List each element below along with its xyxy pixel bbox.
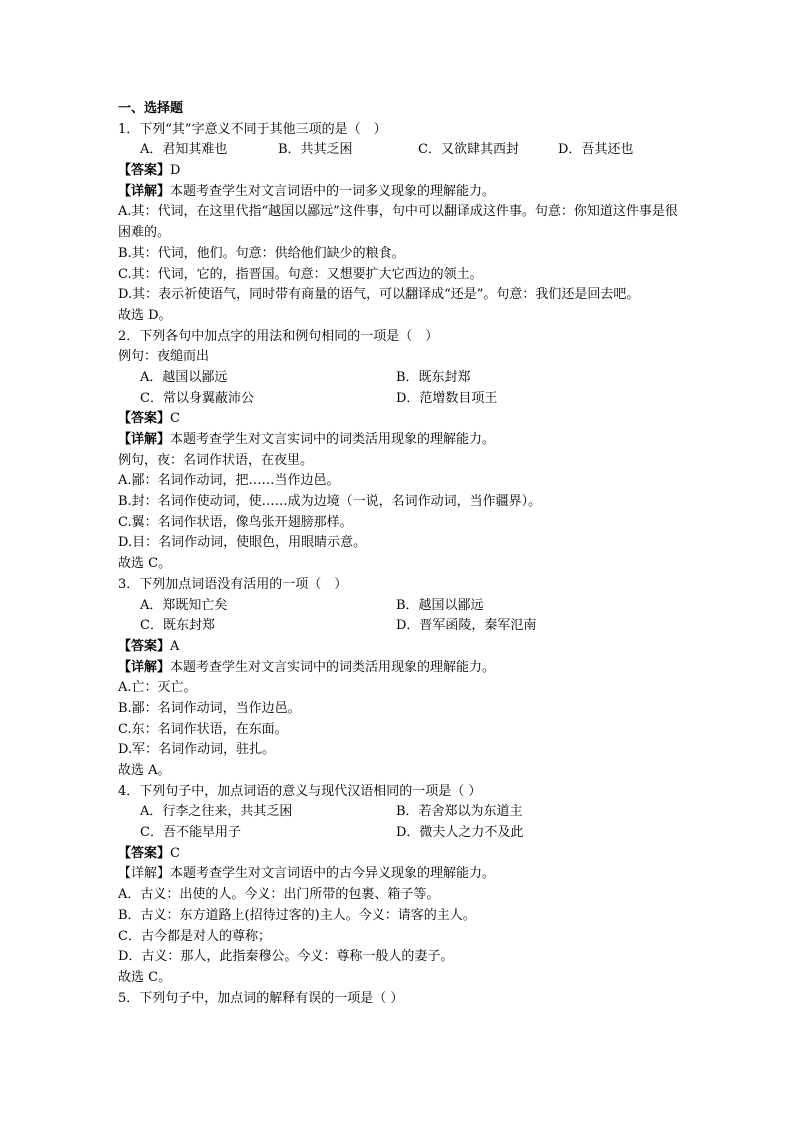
q2-options-row2 — [118, 389, 688, 410]
q3-explain-d: D.军：名词作动词，驻扎。 — [118, 742, 276, 758]
q1-answer-label: 【答案】 — [118, 163, 171, 179]
q2-detail-label: 【详解】 — [118, 432, 171, 448]
q4-detail-text: 本题考查学生对文言词语中的古今异义现象的理解能力。 — [170, 866, 496, 882]
q4-explain-d: D．古义：那人，此指秦穆公。今义：尊称一般人的妻子。 — [118, 949, 454, 965]
q1-option-d: D．吾其还也 — [558, 142, 634, 158]
q1-option-c: C．又欲肆其西封 — [418, 142, 519, 158]
q2-explain-example: 例句，夜：名词作状语，在夜里。 — [118, 452, 314, 468]
q4-explain-a: A．古义：出使的人。今义：出门所带的包裹、箱子等。 — [118, 887, 440, 903]
q1-option-b: B．共其乏困 — [278, 142, 353, 158]
q2-detail — [118, 430, 688, 451]
q1-answer-value: D — [170, 163, 181, 179]
q4-option-d: D．微夫人之力不及此 — [396, 825, 524, 841]
q3-conclusion: 故选 A。 — [118, 763, 171, 779]
q1-explain-c: C.其：代词，它的，指晋国。句意：又想要扩大它西边的领土。 — [118, 266, 483, 282]
q3-answer-label: 【答案】 — [118, 638, 171, 654]
q3-option-a: A．郑既知亡矣 — [140, 597, 228, 613]
q1-detail — [118, 182, 688, 203]
q2-conclusion: 故选 C。 — [118, 556, 172, 572]
q3-option-d: D．晋军函陵，秦军氾南 — [396, 618, 537, 634]
q3-detail-text: 本题考查学生对文言实词中的词类活用现象的理解能力。 — [170, 659, 496, 675]
q4-options-row1 — [118, 802, 688, 823]
q2-option-b: B．既东封郑 — [396, 369, 471, 385]
section-title: 一、选择题 — [118, 101, 184, 116]
q2-option-c: C．常以身翼蔽沛公 — [140, 390, 254, 406]
q1-option-a: A．君知其难也 — [140, 142, 228, 158]
q2-stem: 2．下列各句中加点字的用法和例句相同的一项是（ ） — [118, 328, 439, 344]
q2-options-row1 — [118, 368, 688, 389]
q4-option-a: A．行李之往来，共其乏困 — [140, 804, 293, 820]
q4-answer-value: C — [170, 845, 180, 861]
q4-answer-label: 【答案】 — [118, 845, 171, 861]
q3-detail-label: 【详解】 — [118, 659, 171, 675]
q3-options-row1 — [118, 596, 688, 617]
q4-explain-c: C．古今都是对人的尊称； — [118, 928, 271, 944]
q3-explain-a: A.亡：灭亡。 — [118, 680, 197, 696]
q4-options-row2 — [118, 823, 688, 844]
q3-option-c: C．既东封郑 — [140, 618, 215, 634]
q2-option-a: A．越国以鄙远 — [140, 369, 228, 385]
q4-option-b: B．若舍郑以为东道主 — [396, 804, 523, 820]
q2-answer — [118, 409, 688, 430]
q2-example: 例句：夜缒而出 — [118, 349, 210, 365]
q1-answer — [118, 161, 688, 182]
q3-answer-value: A — [170, 638, 180, 654]
q2-option-d: D．范增数目项王 — [396, 390, 498, 406]
document-content — [118, 99, 688, 1009]
q1-detail-label: 【详解】 — [118, 183, 171, 199]
q4-explain-b: B．古义：东方道路上(招待过客的)主人。今义：请客的主人。 — [118, 907, 476, 923]
q2-explain-c: C.翼：名词作状语，像鸟张开翅膀那样。 — [118, 514, 353, 530]
q1-stem: 1．下列“其”字意义不同于其他三项的是（ ） — [118, 121, 387, 137]
q3-answer — [118, 637, 688, 658]
q1-detail-text: 本题考查学生对文言词语中的一词多义现象的理解能力。 — [170, 183, 496, 199]
q3-options-row2 — [118, 616, 688, 637]
q4-detail-label: 【详解】 — [118, 866, 171, 882]
q1-explain-a: A.其：代词，在这里代指“越国以鄙远”这件事，句中可以翻译成这件事。句意：你知道这件事是很困难的。 — [118, 204, 678, 241]
q3-option-b: B．越国以鄙远 — [396, 597, 484, 613]
q3-detail — [118, 658, 688, 679]
q1-conclusion: 故选 D。 — [118, 307, 172, 323]
q4-detail — [118, 864, 688, 885]
q5-stem: 5．下列句子中，加点词的解释有误的一项是（ ） — [118, 990, 404, 1006]
q4-stem: 4．下列句子中，加点词语的意义与现代汉语相同的一项是（ ） — [118, 783, 482, 799]
q2-answer-label: 【答案】 — [118, 411, 171, 427]
q4-option-c: C．吾不能早用子 — [140, 825, 241, 841]
q2-detail-text: 本题考查学生对文言实词中的词类活用现象的理解能力。 — [170, 432, 496, 448]
q2-explain-b: B.封：名词作使动词，使……成为边境（一说，名词作动词，当作疆界）。 — [118, 494, 542, 510]
q3-stem: 3．下列加点词语没有活用的一项（ ） — [118, 576, 348, 592]
q4-answer — [118, 844, 688, 865]
q1-explain-b: B.其：代词，他们。句意：供给他们缺少的粮食。 — [118, 245, 405, 261]
q2-explain-d: D.目：名词作动词，使眼色，用眼睛示意。 — [118, 535, 367, 551]
q3-explain-b: B.鄙：名词作动词，当作边邑。 — [118, 700, 301, 716]
q4-conclusion: 故选 C。 — [118, 969, 172, 985]
q3-explain-c: C.东：名词作状语，在东面。 — [118, 721, 288, 737]
q1-options — [118, 140, 688, 161]
q2-explain-a: A.鄙：名词作动词，把……当作边邑。 — [118, 473, 340, 489]
q2-answer-value: C — [170, 411, 180, 427]
q1-explain-d: D.其：表示祈使语气，同时带有商量的语气，可以翻译成“还是”。句意：我们还是回去吧。 — [118, 287, 640, 303]
